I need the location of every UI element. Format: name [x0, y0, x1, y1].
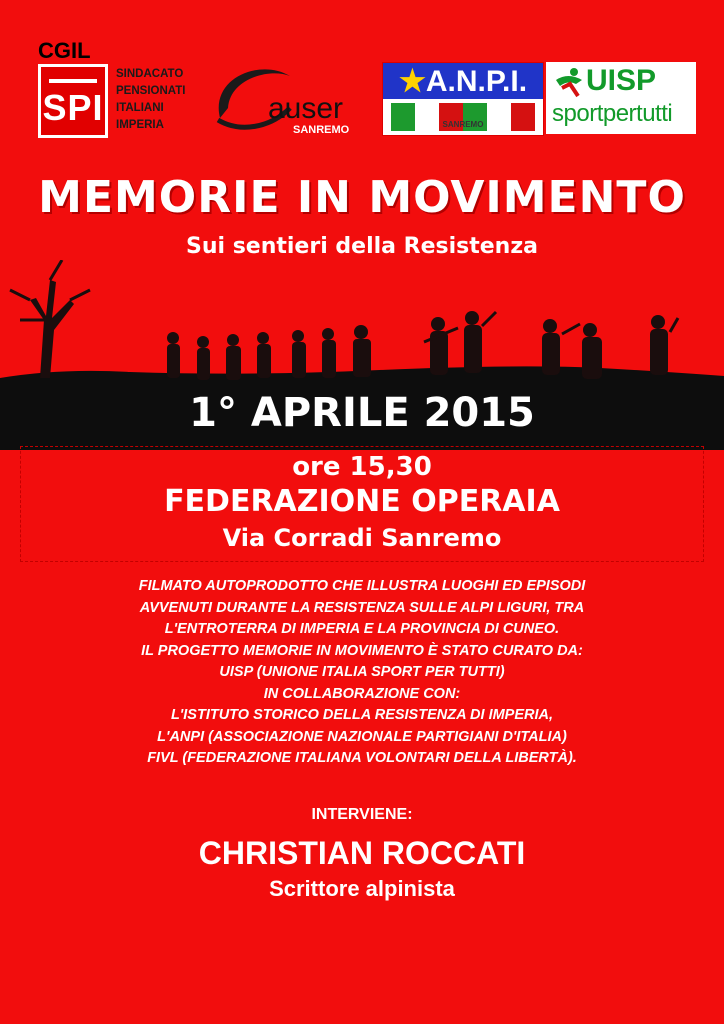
- anpi-logo-subtext: SANREMO: [442, 120, 484, 129]
- uisp-logo-text: UISP: [586, 64, 657, 97]
- description-line: AVVENUTI DURANTE LA RESISTENZA SULLE ALPI LIGURI, TRA: [139, 599, 585, 616]
- anpi-logo: [382, 62, 544, 136]
- speaker-role: Scrittore alpinista: [269, 876, 455, 901]
- spi-caption-line: ITALIANI: [116, 102, 164, 114]
- star-icon: ★: [398, 65, 426, 98]
- description-line: IN COLLABORAZIONE CON:: [263, 685, 461, 702]
- uisp-logo-subtext: sportpertutti: [552, 100, 673, 127]
- event-date: 1° APRILE 2015: [189, 390, 535, 436]
- spi-caption-line: IMPERIA: [116, 119, 164, 131]
- spi-logo: [38, 64, 108, 138]
- event-description: [60, 576, 664, 770]
- cgil-logo-text: CGIL: [38, 38, 91, 63]
- description-line: L'ANPI (ASSOCIAZIONE NAZIONALE PARTIGIANI D'ITALIA): [157, 728, 567, 745]
- speaker-name: CHRISTIAN ROCCATI: [198, 835, 526, 871]
- spi-logo-text: SPI: [42, 87, 104, 128]
- description-line: L'ENTROTERRA DI IMPERIA E LA PROVINCIA DI CUNEO.: [164, 621, 560, 637]
- uisp-logo: [546, 62, 696, 134]
- spi-caption-line: SINDACATO: [116, 68, 184, 80]
- spi-logo-caption: [116, 66, 185, 134]
- poster-title: MEMORIE IN MOVIMENTO: [38, 172, 686, 223]
- description-line: UISP (UNIONE ITALIA SPORT PER TUTTI): [219, 664, 505, 680]
- spi-logo-bar: [49, 79, 97, 83]
- anpi-logo-text: A.N.P.I.: [425, 65, 528, 98]
- event-venue: FEDERAZIONE OPERAIA: [164, 484, 560, 519]
- auser-logo-text: auser: [268, 92, 344, 125]
- anpi-logo-header: [383, 63, 543, 99]
- description-line: L'ISTITUTO STORICO DELLA RESISTENZA DI IMPERIA,: [170, 707, 554, 723]
- description-line: FIVL (FEDERAZIONE ITALIANA VOLONTARI DELLA LIBERTÀ).: [147, 750, 577, 766]
- event-address: Via Corradi Sanremo: [222, 524, 502, 552]
- description-line: IL PROGETTO MEMORIE IN MOVIMENTO È STATO CURATO DA:: [141, 642, 583, 659]
- poster-subtitle: Sui sentieri della Resistenza: [185, 234, 538, 259]
- auser-logo-subtext: SANREMO: [293, 124, 350, 136]
- speaker-label: INTERVIENE:: [311, 806, 413, 823]
- spi-caption-line: PENSIONATI: [116, 85, 186, 97]
- uisp-runner-icon: [552, 66, 586, 98]
- description-line: FILMATO AUTOPRODOTTO CHE ILLUSTRA LUOGHI ED EPISODI: [138, 578, 586, 594]
- event-time: ore 15,30: [292, 452, 432, 482]
